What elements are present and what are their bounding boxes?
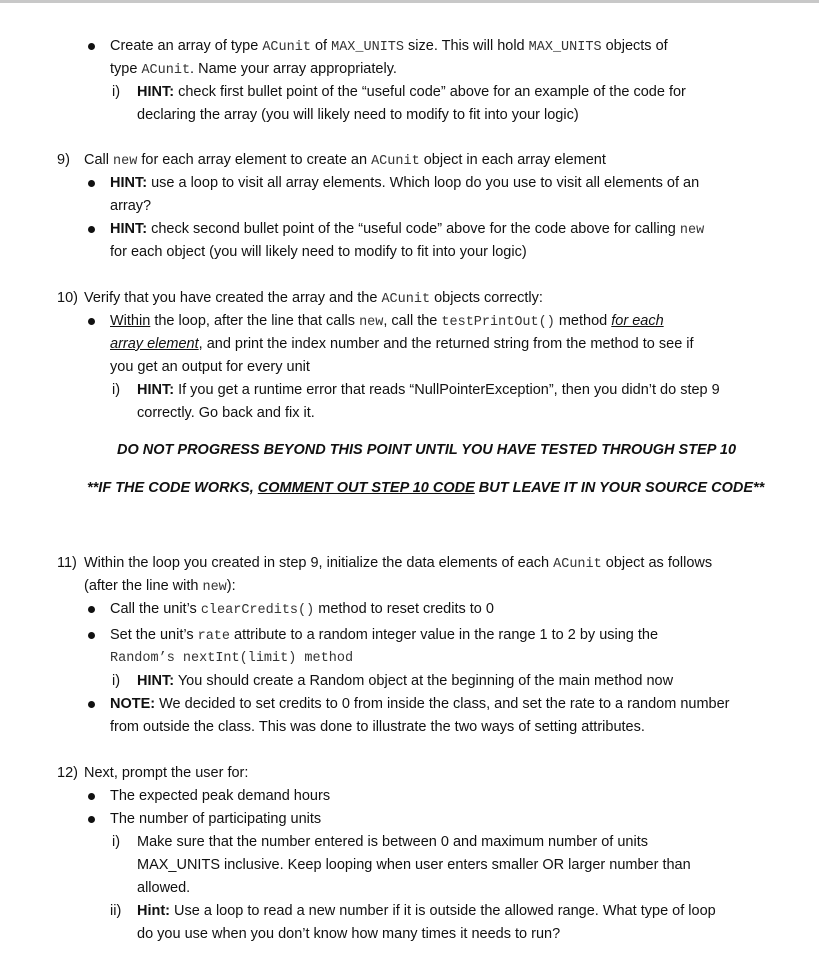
step10-b1-line2 [110, 333, 694, 356]
code-text: new [359, 315, 384, 330]
page-top-border [0, 0, 819, 3]
bullet-icon [88, 606, 95, 613]
step10-number: 10) [57, 290, 78, 306]
step9-b1-line2: array? [110, 198, 152, 214]
step11-number: 11) [57, 555, 77, 571]
text: Call [84, 152, 114, 168]
hint-label: HINT: [137, 673, 175, 689]
intro-sub-line1 [137, 81, 686, 104]
step11-sub-marker: i) [112, 673, 121, 689]
text: method [554, 313, 612, 329]
step11-line1 [84, 552, 712, 576]
text: attribute to a random integer value in the range 1 to 2 by using the [230, 627, 659, 643]
text: **IF THE CODE WORKS, [87, 480, 258, 496]
step10-b1-line1 [110, 310, 664, 334]
text: for each array element to create an [137, 152, 372, 168]
text: BUT LEAVE IT IN YOUR SOURCE CODE** [474, 480, 765, 496]
text: objects of [601, 38, 668, 54]
step12-sub-ii-line2: do you use when you don’t know how many times it needs to run? [137, 926, 561, 942]
text: use a loop to visit all array elements. Which loop do you use to visit all elements of an [147, 175, 700, 191]
intro-sub-marker: i) [112, 84, 121, 100]
step10-b1-line3: you get an output for every unit [110, 359, 310, 375]
text: ): [226, 578, 236, 594]
step12-b2: The number of participating units [110, 811, 322, 827]
intro-bullet-line1 [110, 35, 668, 59]
text: If you get a runtime error that reads “NullPointerException”, then you didn’t do step 9 [174, 382, 720, 398]
text: Create an array of type [110, 38, 263, 54]
step10-line1 [84, 287, 543, 311]
text: Within the loop you created in step 9, initialize the data elements of each [84, 555, 554, 571]
step12-sub-i-line2: MAX_UNITS inclusive. Keep looping when user enters smaller OR larger number than [137, 857, 691, 873]
step10-comment-note [87, 477, 764, 500]
text: (after the line with [84, 578, 203, 594]
text: check second bullet point of the “useful code” above for the code above for calling [147, 221, 680, 237]
emphasis-text: for each [611, 313, 664, 329]
text: Verify that you have created the array and the [84, 290, 382, 306]
code-text: MAX_UNITS [331, 40, 405, 55]
step11-b3-line1 [110, 693, 730, 716]
text: objects correctly: [430, 290, 543, 306]
code-text: rate [197, 629, 231, 644]
text: the loop, after the line that calls [150, 313, 360, 329]
text: of [310, 38, 332, 54]
code-text: ACunit [553, 557, 602, 572]
bullet-icon [88, 226, 95, 233]
step12-sub-i-marker: i) [112, 834, 121, 850]
text: check first bullet point of the “useful code” above for an example of the code for [174, 84, 686, 100]
code-text: new [679, 223, 705, 238]
code-text: ACunit [262, 40, 311, 55]
hint-label: HINT: [110, 221, 148, 237]
text: . Name your array appropriately. [190, 61, 397, 77]
text: We decided to set credits to 0 from inside the class, and set the rate to a random number [155, 696, 730, 712]
intro-bullet-line2 [110, 58, 397, 82]
text: size. This will hold [404, 38, 529, 54]
text: type [110, 61, 142, 77]
code-text: ACunit [381, 292, 431, 307]
note-label: NOTE: [110, 696, 156, 712]
emphasis-text: array element [110, 336, 199, 352]
step9-b1-line1 [110, 172, 699, 195]
hint-label: HINT: [110, 175, 148, 191]
bullet-icon [88, 43, 95, 50]
step9-b2-line2: for each object (you will likely need to modify to fit into your logic) [110, 244, 527, 260]
code-text: MAX_UNITS [528, 40, 602, 55]
step9-line1 [84, 149, 606, 173]
step10-warning: DO NOT PROGRESS BEYOND THIS POINT UNTIL YOU HAVE TESTED THROUGH STEP 10 [117, 442, 737, 458]
code-text: ACunit [371, 154, 420, 169]
step9-number: 9) [57, 152, 70, 168]
text: , and print the index number and the returned string from the method to see if [198, 336, 694, 352]
bullet-icon [88, 816, 95, 823]
step11-b1 [110, 598, 494, 622]
code-text: testPrintOut() [441, 315, 555, 330]
text: Use a loop to read a new number if it is outside the allowed range. What type of loop [170, 903, 716, 919]
bullet-icon [88, 180, 95, 187]
step12-sub-i-line3: allowed. [137, 880, 191, 896]
bullet-icon [88, 793, 95, 800]
step10-sub-line1 [137, 379, 720, 402]
text: You should create a Random object at the beginning of the main method now [174, 673, 674, 689]
step10-sub-line2: correctly. Go back and fix it. [137, 405, 315, 421]
intro-sub-line2: declaring the array (you will likely need to modify to fit into your logic) [137, 107, 579, 123]
hint-label: HINT: [137, 382, 175, 398]
step11-sub-line1 [137, 670, 673, 693]
underlined-text: COMMENT OUT STEP 10 CODE [257, 480, 475, 496]
bullet-icon [88, 318, 95, 325]
step12-sub-ii-line1 [137, 900, 716, 923]
text: , call the [383, 313, 442, 329]
code-text: new [202, 580, 227, 595]
text: method to reset credits to 0 [314, 601, 494, 617]
step12-line1: Next, prompt the user for: [84, 765, 249, 781]
step11-b2-line1 [110, 624, 658, 648]
step12-sub-ii-marker: ii) [110, 903, 122, 919]
code-text: clearCredits() [200, 603, 315, 618]
step12-b1: The expected peak demand hours [110, 788, 331, 804]
code-text: new [113, 154, 138, 169]
bullet-icon [88, 701, 95, 708]
hint-label: Hint: [137, 903, 171, 919]
text: Set the unit’s [110, 627, 198, 643]
step11-b2-line2: Random’s nextInt(limit) method [110, 651, 354, 666]
hint-label: HINT: [137, 84, 175, 100]
step11-b3-line2: from outside the class. This was done to illustrate the two ways of setting attributes. [110, 719, 645, 735]
step12-number: 12) [57, 765, 78, 781]
step12-sub-i-line1: Make sure that the number entered is between 0 and maximum number of units [137, 834, 648, 850]
code-text: ACunit [141, 63, 191, 78]
text: object in each array element [419, 152, 606, 168]
step10-sub-marker: i) [112, 382, 121, 398]
step9-b2-line1 [110, 218, 704, 242]
step11-line2 [84, 575, 236, 599]
text: object as follows [601, 555, 713, 571]
text: Call the unit’s [110, 601, 201, 617]
bullet-icon [88, 632, 95, 639]
underlined-text: Within [110, 313, 151, 329]
